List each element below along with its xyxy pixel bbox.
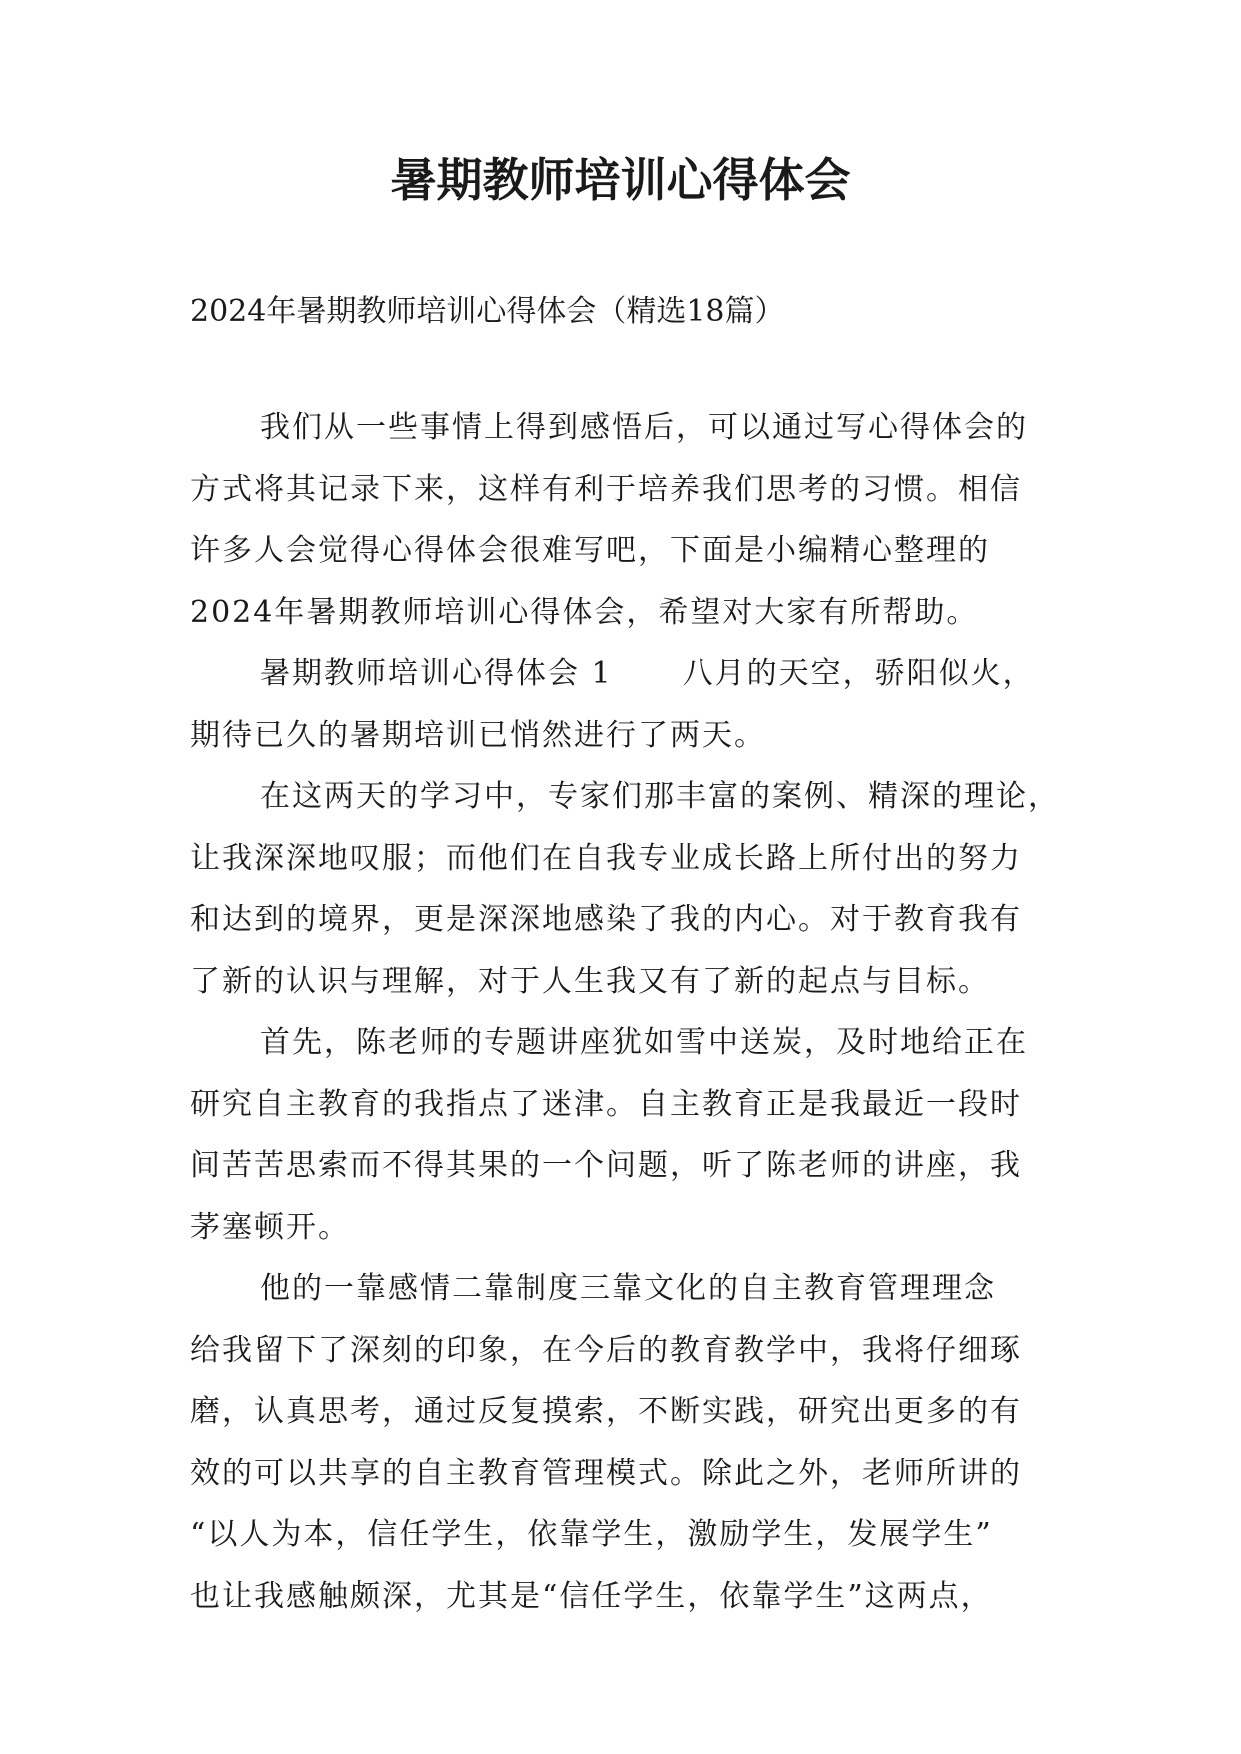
text-line <box>190 1144 1070 1206</box>
text-line-content: 暑期教师培训心得体会 1 <box>260 656 613 691</box>
text-line-content: 让我深深地叹服；而他们在自我专业成长路上所付出的努力 <box>190 840 1022 876</box>
text-line <box>190 1513 1070 1575</box>
text-line-content: 效的可以共享的自主教育管理模式。除此之外，老师所讲的 <box>190 1455 1022 1491</box>
text-line-content: 磨，认真思考，通过反复摸索，不断实践，研究出更多的有 <box>190 1394 1022 1429</box>
document-title: 暑期教师培训心得体会 <box>390 153 851 207</box>
text-line <box>190 714 1070 776</box>
text-line <box>190 1206 1070 1268</box>
text-line-content: 研究自主教育的我指点了迷津。自主教育正是我最近一段时 <box>190 1086 1022 1122</box>
text-line-content: 我们从一些事情上得到感悟后，可以通过写心得体会的 <box>260 410 1028 445</box>
text-line-continuation: 八月的天空，骄阳似火， <box>682 656 1035 691</box>
text-line-content: 间苦苦思索而不得其果的一个问题，听了陈老师的讲座，我 <box>190 1148 1022 1183</box>
text-line <box>190 468 1070 530</box>
text-line <box>190 529 1070 591</box>
text-line-content: 2024年暑期教师培训心得体会，希望对大家有所帮助。 <box>190 594 979 630</box>
text-line <box>190 1452 1070 1514</box>
text-line-content: “以人为本，信任学生，依靠学生，激励学生，发展学生” <box>190 1517 993 1552</box>
text-line <box>190 1083 1070 1145</box>
text-line <box>190 1575 1070 1637</box>
text-line <box>190 591 1070 653</box>
text-line <box>190 960 1070 1022</box>
text-line <box>190 1329 1070 1391</box>
text-line-content: 也让我感触颇深，尤其是“信任学生，依靠学生”这两点， <box>190 1578 993 1614</box>
text-line-content: 给我留下了深刻的印象，在今后的教育教学中，我将仔细琢 <box>190 1332 1022 1368</box>
text-line-content: 期待已久的暑期培训已悄然进行了两天。 <box>190 717 766 753</box>
text-line <box>190 1021 1070 1083</box>
text-line-content: 茅塞顿开。 <box>190 1209 350 1245</box>
text-line-content: 方式将其记录下来，这样有利于培养我们思考的习惯。相信 <box>190 471 1022 507</box>
text-line <box>190 775 1070 837</box>
text-line-content: 许多人会觉得心得体会很难写吧，下面是小编精心整理的 <box>190 533 990 568</box>
text-line <box>190 652 1070 714</box>
text-line <box>190 1267 1070 1329</box>
document-subtitle: 2024年暑期教师培训心得体会（精选18篇） <box>190 294 785 329</box>
text-line-content: 在这两天的学习中，专家们那丰富的案例、精深的理论， <box>260 779 1060 814</box>
text-line <box>190 837 1070 899</box>
text-line <box>190 1390 1070 1452</box>
text-line-content: 首先，陈老师的专题讲座犹如雪中送炭，及时地给正在 <box>260 1025 1028 1060</box>
document-body <box>190 406 1070 1636</box>
text-line-content: 他的一靠感情二靠制度三靠文化的自主教育管理理念 <box>260 1271 996 1306</box>
text-line-content: 了新的认识与理解，对于人生我又有了新的起点与目标。 <box>190 963 990 999</box>
text-line <box>190 406 1070 468</box>
text-line-content: 和达到的境界，更是深深地感染了我的内心。对于教育我有 <box>190 902 1022 937</box>
text-line <box>190 898 1070 960</box>
